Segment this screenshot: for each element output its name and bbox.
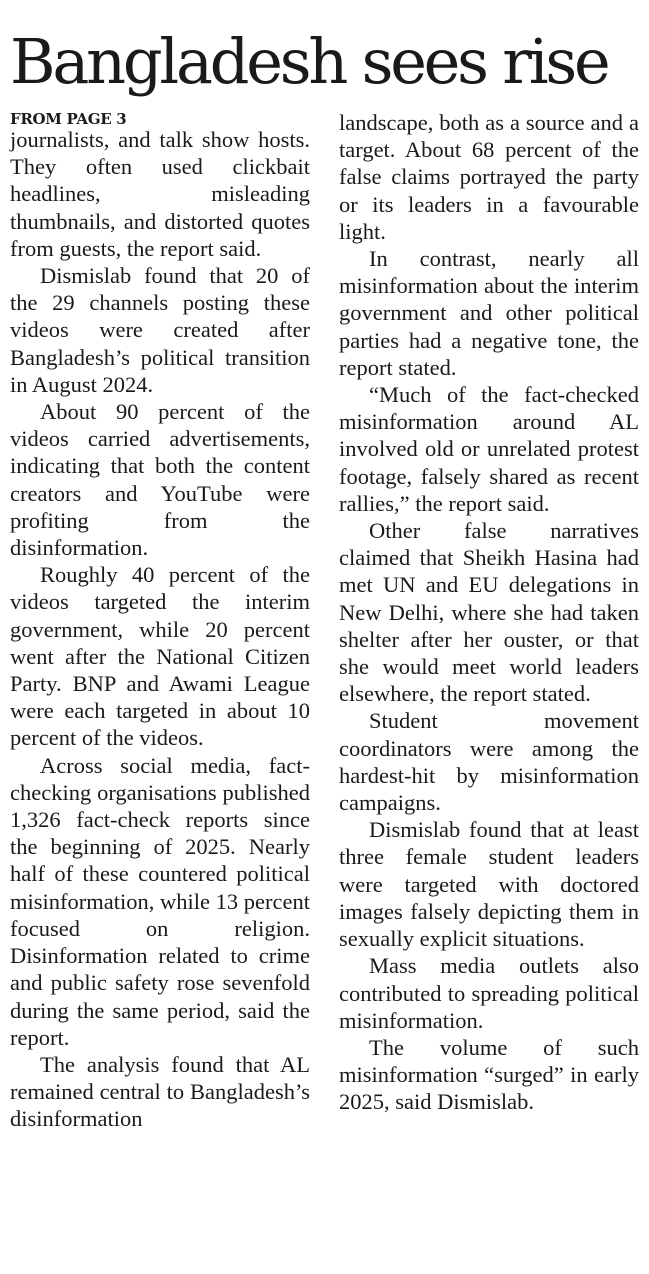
headline: Bangladesh sees rise — [10, 25, 608, 98]
jump-label: FROM PAGE 3 — [10, 110, 127, 128]
paragraph: In contrast, nearly all misinformation about the interim government and other political parties had a negative tone, the report stated. — [339, 246, 639, 380]
paragraph: Other false narratives claimed that Sheikh Hasina had met UN and EU delegations in New Delhi, where she had taken shelter after her ouster, or that she would meet world leaders elsewhere, the report stated. — [339, 518, 639, 707]
paragraph: The volume of such misinformation “surged” in early 2025, said Dismislab. — [339, 1034, 639, 1115]
paragraph: Dismislab found that 20 of the 29 channels posting these videos were created after Bangladesh’s political transition in August 2024. — [10, 263, 310, 397]
paragraph: journalists, and talk show hosts. They often used clickbait headlines, misleading thumbnails, and distorted quotes from guests, the report said. — [10, 127, 310, 261]
article-column-right — [339, 109, 639, 1116]
paragraph: About 90 percent of the videos carried advertisements, indicating that both the content creators and YouTube were profiting from the disinformation. — [10, 399, 310, 561]
paragraph: Student movement coordinators were among the hardest-hit by misinformation campaigns. — [339, 708, 639, 816]
paragraph: Mass media outlets also contributed to spreading political misinformation. — [339, 953, 639, 1033]
paragraph: Across social media, fact-checking organisations published 1,326 fact-check reports since the beginning of 2025. Nearly half of these countered political misinformation, while 13 percent focused on religion. Disinformation related to crime and public safety rose sevenfold during the same period, said the report. — [10, 752, 310, 1050]
paragraph: Roughly 40 percent of the videos targeted the interim government, while 20 percent went after the National Citizen Party. BNP and Awami League were each targeted in about 10 percent of the videos. — [10, 562, 310, 751]
article-column-left — [10, 109, 310, 1133]
paragraph: Dismislab found that at least three female student leaders were targeted with doctored images falsely depicting them in sexually explicit situations. — [339, 817, 639, 952]
paragraph: landscape, both as a source and a target. About 68 percent of the false claims portrayed the party or its leaders in a favourable light. — [339, 110, 639, 244]
paragraph: The analysis found that AL remained central to Bangladesh’s disinformation — [10, 1051, 310, 1132]
paragraph: “Much of the fact-checked misinformation around AL involved old or unrelated protest footage, falsely shared as recent rallies,” the report said. — [339, 382, 639, 516]
